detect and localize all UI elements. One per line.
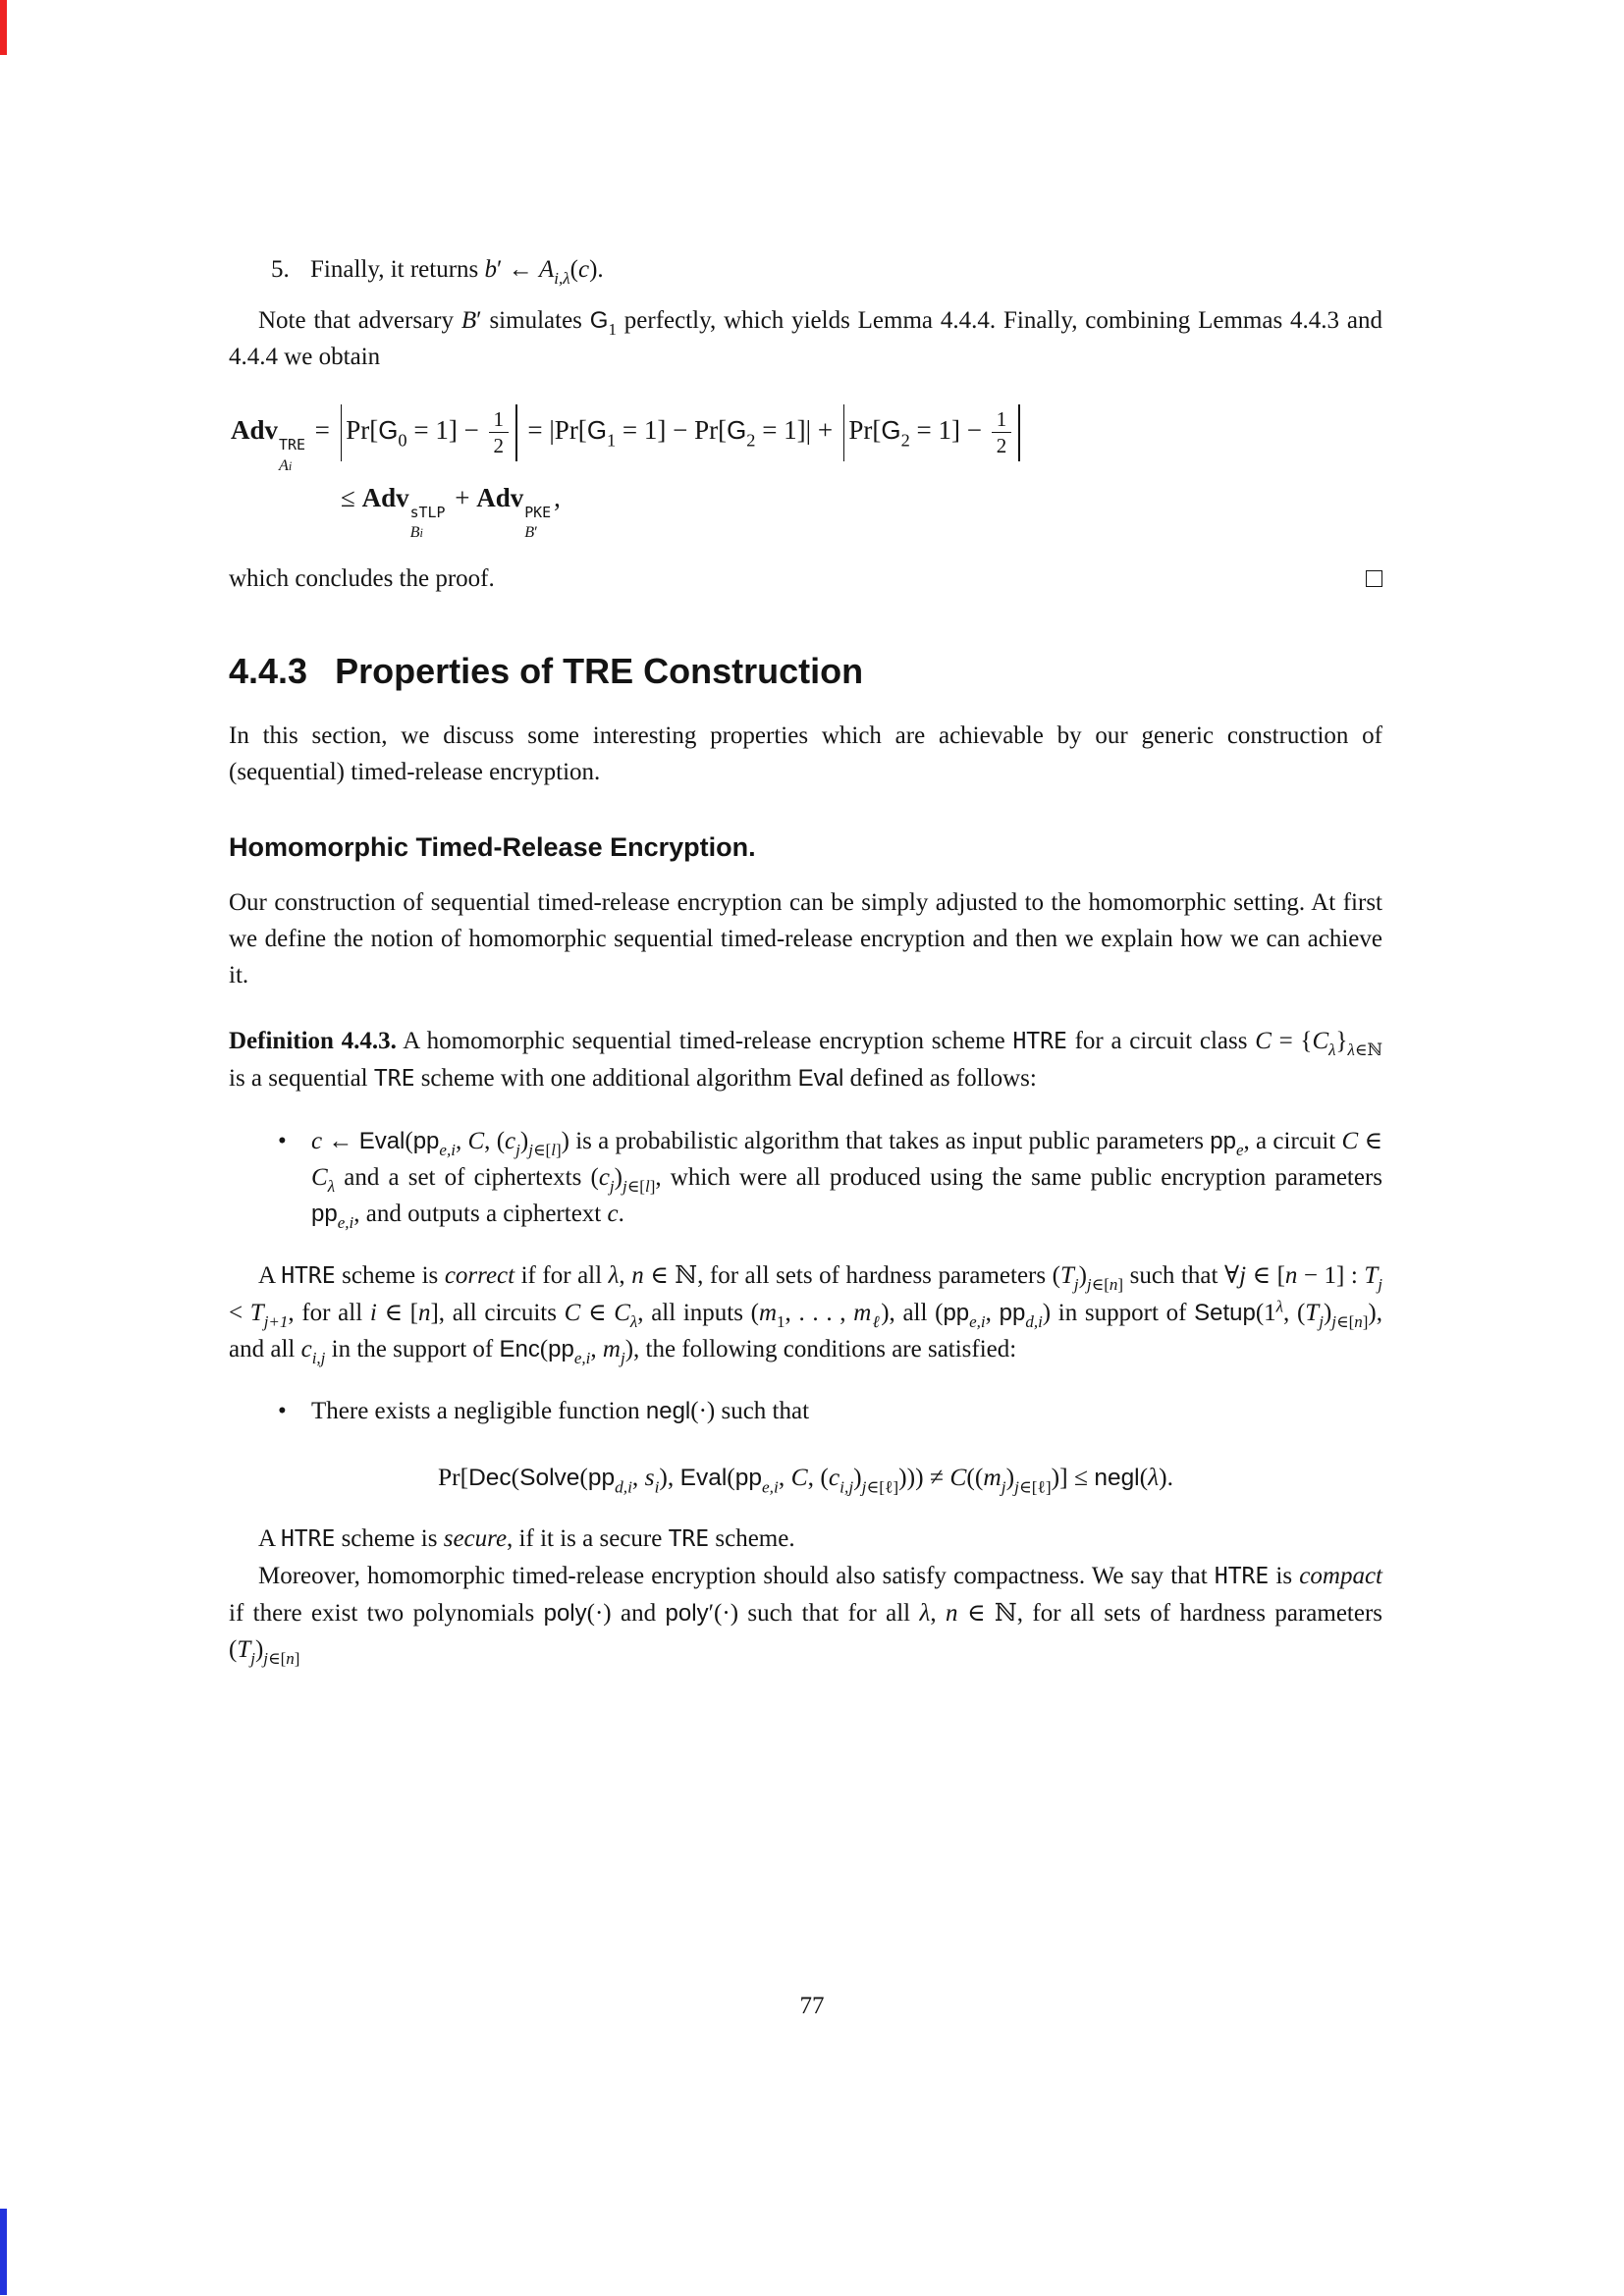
page-number: 77 [799, 1993, 825, 2019]
paragraph-section-intro: In this section, we discuss some interesting properties which are achievable by our generic construction of (sequential) timed-release encryption. [229, 721, 1382, 785]
text-block [229, 251, 1382, 1668]
page-edge-marker-blue [0, 2209, 7, 2295]
proof-conclusion [229, 561, 1382, 597]
equation-advantage-line-2: ≤ Adv sTLP Bi + Adv PKE B′ , [341, 482, 561, 542]
section-title: Properties of TRE Construction [335, 650, 864, 691]
equation-advantage-line-1: Adv TRE Ai = $Pr[G_0 = 1]$ − $\frac{1}{2}$ = $|Pr[G_1 = 1] - Pr[G_2 = 1]| + Pr[G_2 = 1]$ − $\frac{1}{2}$ [231, 399, 1382, 475]
bullet-eval-text: c ← $Eval(pp_{e,i}$, C, $(c_j)_{j\in[l]}$) is a probabilistic algorithm that takes as input public parameters $pp_e$, a circuit C ∈ $C_\lambda$ and a set of ciphertexts $(c_j)_{j\in[l]}$, which were all produced using the same public encryption parameters $pp_{e,i}$, and outputs a ciphertext c. [311, 1128, 1383, 1233]
equation-advantage [231, 399, 1382, 543]
bullet-marker: • [278, 1398, 287, 1425]
list-item-text: Finally, it returns b′ ← $A_{i,\lambda}(c)$. [310, 256, 604, 289]
bullet-item-eval [229, 1123, 1382, 1232]
list-item-5 [229, 251, 1382, 288]
bullet-item-negligible [229, 1393, 1382, 1429]
proof-conclusion-text: which concludes the proof. [229, 564, 495, 592]
paragraph-homomorphic-intro: Our construction of sequential timed-release encryption can be simply adjusted to the homomorphic setting. At first we define the notion of homomorphic sequential timed-release encryption and then we explain how we can achieve it. [229, 889, 1382, 989]
section-number: 4.4.3 [229, 650, 308, 691]
paragraph-note: Note that adversary B′ simulates $G_1$ perfectly, which yields Lemma 4.4.4. Finally, combining Lemmas 4.4.3 and 4.4.4 we obtain [229, 307, 1383, 370]
paragraph-correctness: A HTRE scheme is correct if for all λ, n ∈ ℕ, for all sets of hardness parameters $(T_j)_{j\in[n]}$ such that ∀j ∈ [n − 1] : $T_j < T_{j+1}$, for all i ∈ [n], all circuits C ∈ $C_\lambda$, all inputs ($m_1$, . . . , $m_\ell$), all ($pp_{e,i}$, $pp_{d,i}$) in support of $Setup(1^\lambda$, $(T_j)_{j\in[n]}$), and all $c_{i,j}$ in the support of $Enc(pp_{e,i}$, $m_j$), the following conditions are satisfied: [229, 1262, 1383, 1368]
equation-correctness: $Pr[Dec(Solve(pp_{d,i}$, $s_i$), $Eval(pp_{e,i}$, C, $(c_{i,j})_{j\in[\ell]}))) \ne C((m_j)_{j\in[\ell]})$] ≤ negl(λ). [437, 1463, 1174, 1497]
paragraph-secure: A HTRE scheme is secure, if it is a secure TRE scheme. [258, 1525, 795, 1553]
subsection-heading: Homomorphic Timed-Release Encryption. [229, 831, 756, 862]
list-item-number: 5. [271, 256, 290, 283]
qed-box [1366, 570, 1382, 587]
paragraph-compactness: Moreover, homomorphic timed-release encryption should also satisfy compactness. We say that HTRE is compact if there exist two polynomials poly(·) and poly′(·) such that for all λ, n ∈ ℕ, for all sets of hardness parameters $(T_j)_{j\in[n]}$ [229, 1563, 1383, 1669]
paragraph-definition: Definition 4.4.3. A homomorphic sequential timed-release encryption scheme HTRE for a circuit class $C = \{C_\lambda\}_{\lambda\in ℕ}$ is a sequential TRE scheme with one additional algorithm Eval defined as follows: [229, 1028, 1382, 1093]
section-heading [229, 650, 1382, 692]
bullet-marker: • [278, 1128, 287, 1155]
bullet-negligible-text: There exists a negligible function negl(·) such that [311, 1398, 810, 1425]
page-edge-marker-red [0, 0, 7, 55]
